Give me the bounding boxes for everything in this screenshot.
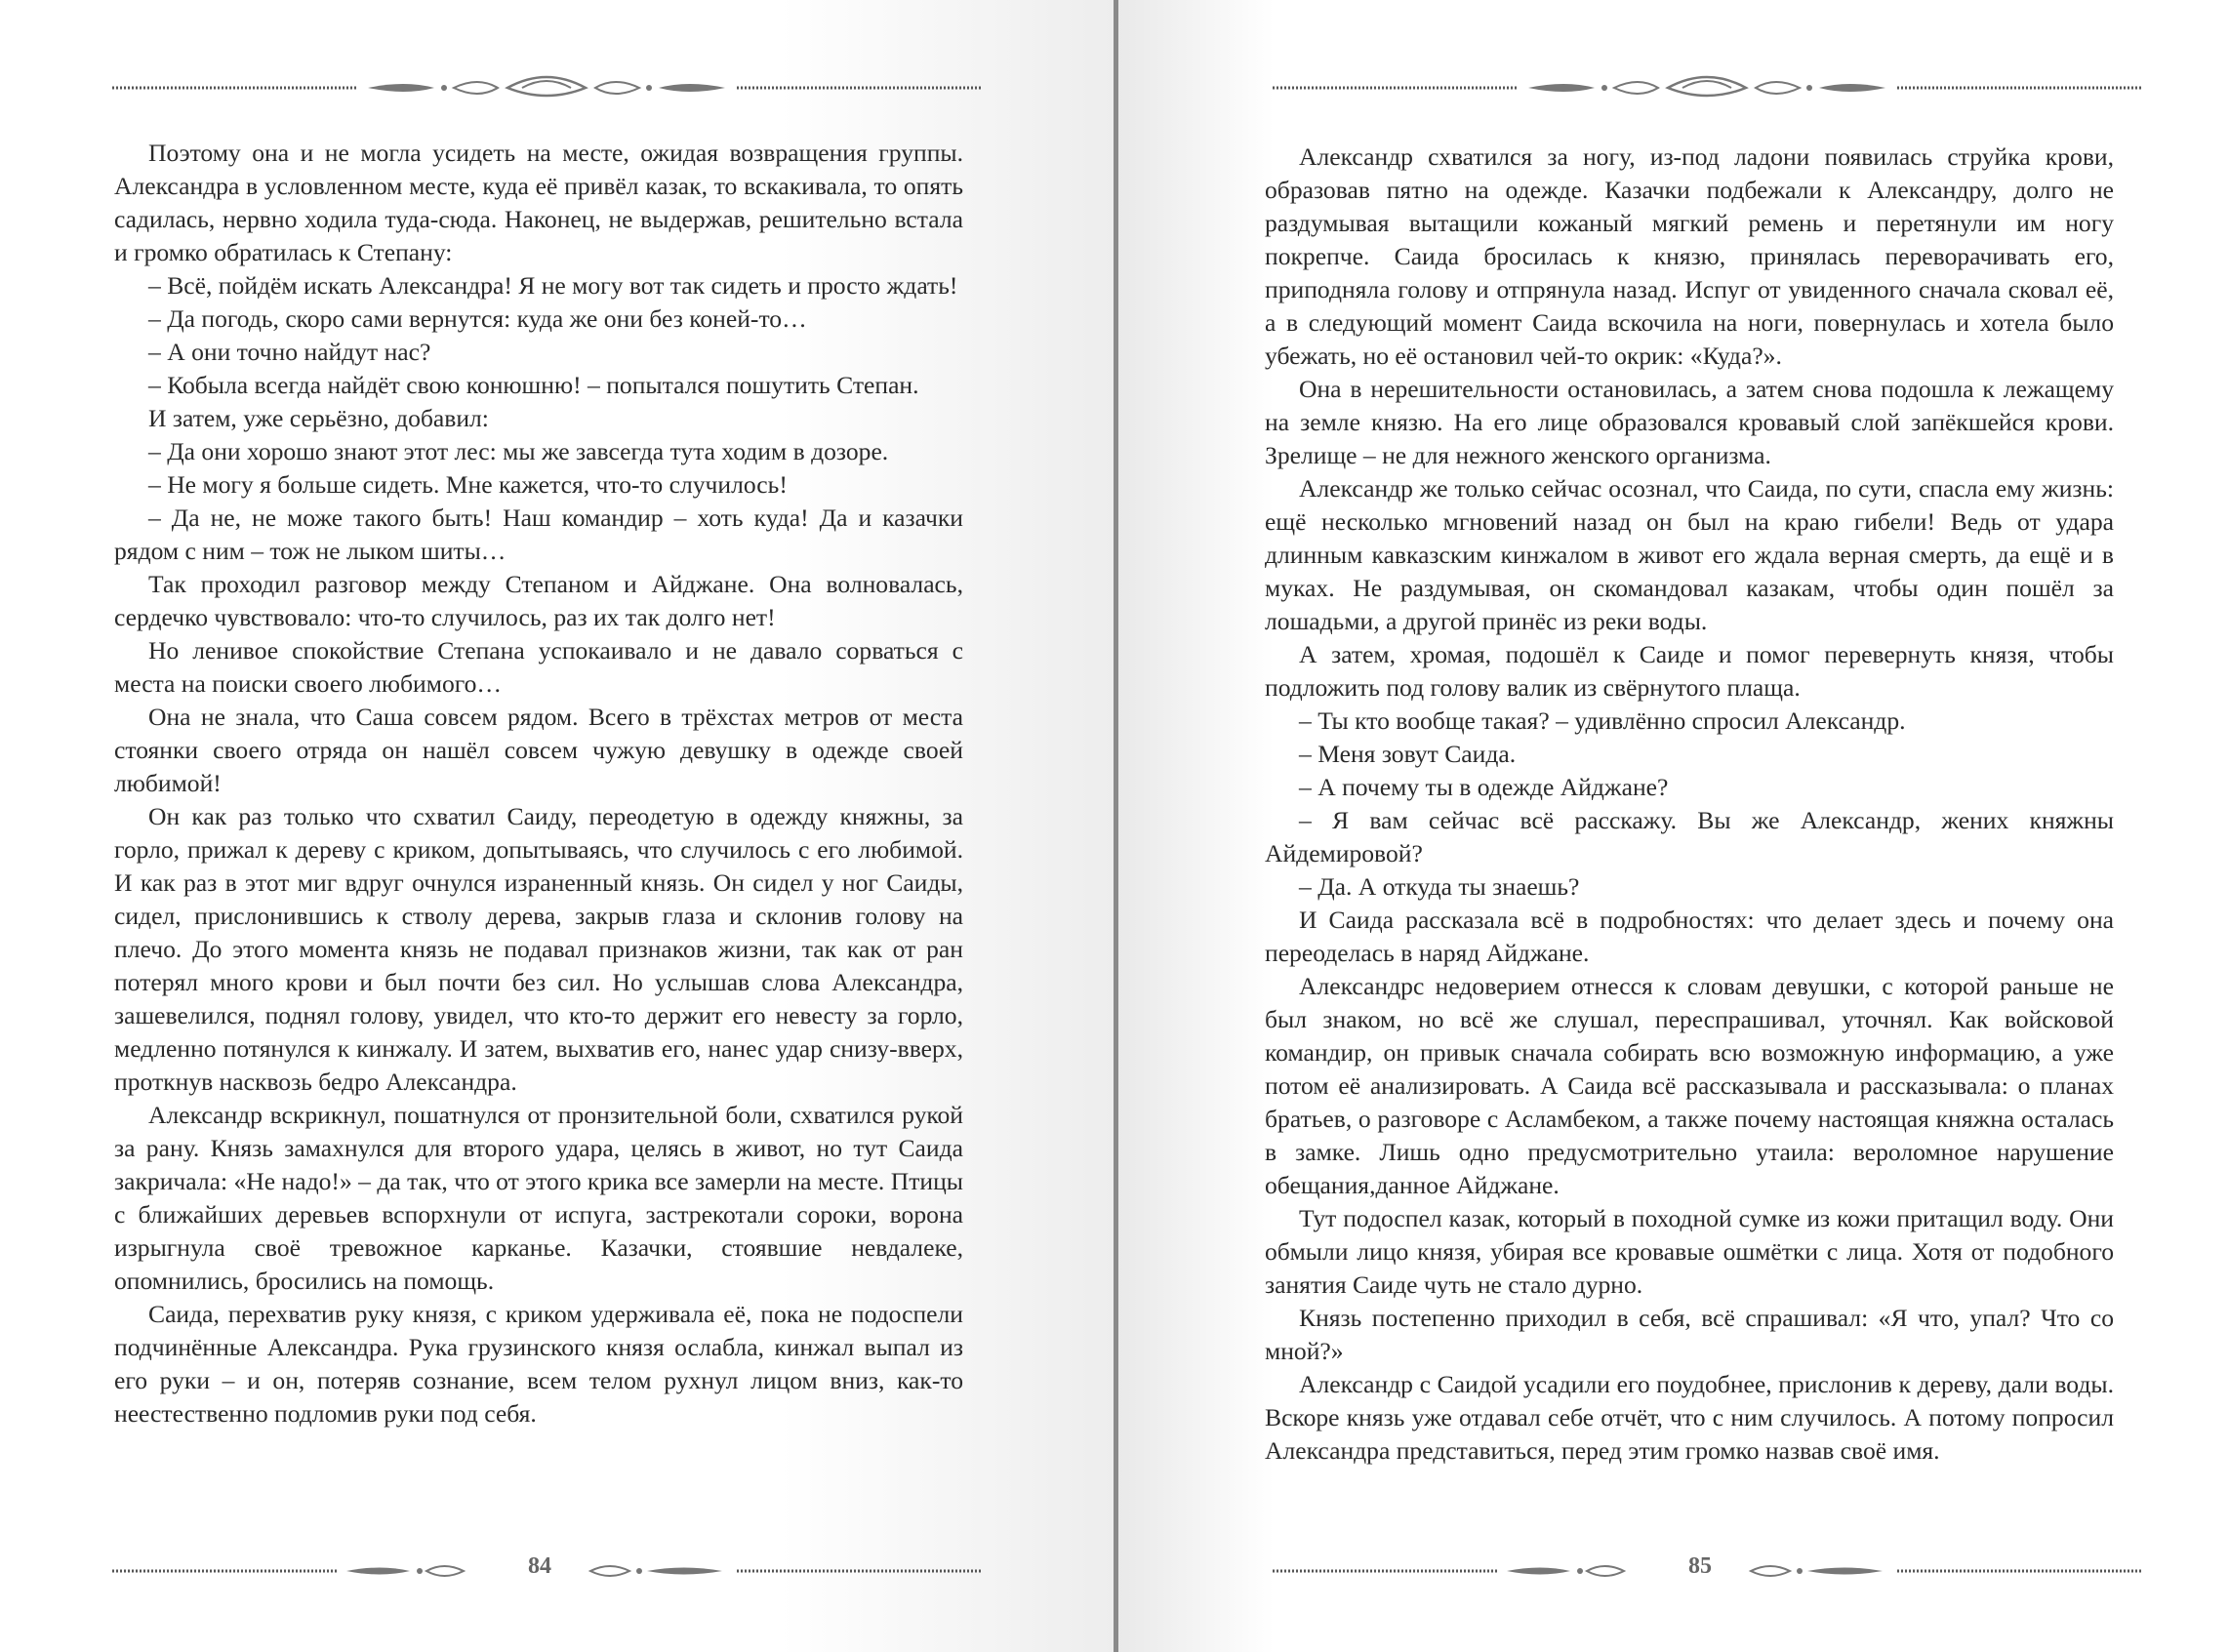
paragraph: Александр схватился за ногу, из-под ладони появилась струйка крови, образовав пятно на одежде. Казачки подбежали к Александру, долго не раздумывая вытащили кожаный мягкий ремень и перетянули им ногу покрепче. Саида бросилась к князю, принялась переворачивать его, приподняла голову и отпрянула назад. Испуг от увиденного сначала сковал её, а в следующий момент Саида вскочила на ноги, повернулась и хотела было убежать, но её остановил чей-то окрик: «Куда?». <box>1265 142 2114 370</box>
paragraph: Так проходил разговор между Степаном и Айджане. Она волновалась, сердечко чувствовало: что-то случилось, раз их так долго нет! <box>114 570 963 631</box>
right-page <box>1118 0 2229 1652</box>
paragraph: Поэтому она и не могла усидеть на месте, ожидая возвращения группы. Александра в условленном месте, куда её привёл казак, то вскакивала, то опять садилась, нервно ходила туда-сюда. Наконец, не выдержав, решительно встала и громко обратилась к Степану: <box>114 139 963 266</box>
paragraph: – Ты кто вообще такая? – удивлённо спросил Александр. <box>1299 706 1906 735</box>
paragraph: – Я вам сейчас всё расскажу. Вы же Александр, жених княжны Айдемировой? <box>1265 806 2114 867</box>
paragraph: Она не знала, что Саша совсем рядом. Всего в трёхстах метров от места стоянки своего отряда он нашёл совсем чужую девушку в одежде своей любимой! <box>114 703 963 797</box>
paragraph: – Меня зовут Саида. <box>1299 740 1517 768</box>
paragraph: – А они точно найдут нас? <box>148 338 431 366</box>
left-page-text <box>114 137 963 1430</box>
paragraph: Она в нерешительности остановилась, а затем снова подошла к лежащему на земле князю. На его лице образовался кровавый слой запёкшейся крови. Зрелище – не для нежного женского организма. <box>1265 375 2114 469</box>
paragraph: – Всё, пойдём искать Александра! Я не могу вот так сидеть и просто ждать! <box>148 271 958 300</box>
paragraph: А затем, хромая, подошёл к Саиде и помог перевернуть князя, чтобы подложить под голову валик из свёрнутого плаща. <box>1265 640 2114 702</box>
paragraph: Александр с Саидой усадили его поудобнее, прислонив к дереву, дали воды. Вскоре князь уже отдавал себе отчёт, что с ним случилось. А потому попросил Александра представиться, перед этим громко назвав своё имя. <box>1265 1370 2114 1465</box>
page-number: 85 <box>1688 1553 1712 1579</box>
paragraph: – Да не, не може такого быть! Наш командир – хоть куда! Да и казачки рядом с ним – тож не лыком шиты… <box>114 504 963 565</box>
paragraph: – Да. А откуда ты знаешь? <box>1299 872 1580 901</box>
left-page <box>0 0 1114 1652</box>
paragraph: – Кобыла всегда найдёт свою конюшню! – попытался пошутить Степан. <box>148 371 919 399</box>
paragraph: Князь постепенно приходил в себя, всё спрашивал: «Я что, упал? Что со мной?» <box>1265 1304 2114 1365</box>
header-ornament-right <box>1273 68 2141 107</box>
paragraph: Саида, перехватив руку князя, с криком удерживала её, пока не подоспели подчинённые Александра. Рука грузинского князя ослабла, кинжал выпал из его руки – и он, потеряв сознание, всем телом рухнул лицом вниз, как-то неестественно подломив руки под себя. <box>114 1300 963 1428</box>
paragraph: Александр же только сейчас осознал, что Саида, по сути, спасла ему жизнь: ещё несколько мгновений назад он был на краю гибели! Ведь от удара длинным кавказским кинжалом в живот его ждала верная смерть, да ещё и в муках. Не раздумывая, он скомандовал казакам, чтобы один пошёл за лошадьми, а другой принёс из реки воды. <box>1265 474 2114 635</box>
paragraph: И затем, уже серьёзно, добавил: <box>148 404 489 432</box>
paragraph: – А почему ты в одежде Айджане? <box>1299 773 1669 801</box>
paragraph: – Да погодь, скоро сами вернутся: куда же они без коней-то… <box>148 304 807 333</box>
page-number: 84 <box>528 1553 551 1579</box>
paragraph: Александрс недоверием отнесся к словам девушки, с которой раньше не был знаком, но всё же слушал, переспрашивал, уточнял. Как войсковой командир, он привык сначала собирать всю возможную информацию, а уже потом её анализировать. А Саида всё рассказывала и рассказывала: о планах братьев, о разговоре с Асламбеком, а также почему настоящая княжна осталась в замке. Лишь одно предусмотрительно утаила: вероломное нарушение обещания,данное Айджане. <box>1265 972 2114 1199</box>
paragraph: Тут подоспел казак, который в походной сумке из кожи притащил воду. Они обмыли лицо князя, убирая все кровавые ошмётки с лица. Хотя от подобного занятия Саиде чуть не стало дурно. <box>1265 1204 2114 1299</box>
paragraph: – Не могу я больше сидеть. Мне кажется, что-то случилось! <box>148 470 788 499</box>
header-ornament-left <box>112 68 981 107</box>
paragraph: Он как раз только что схватил Саиду, переодетую в одежду княжны, за горло, прижал к дереву с криком, допытываясь, что случилось с его любимой. И как раз в этот миг вдруг очнулся израненный князь. Он сидел у ног Саиды, сидел, прислонившись к стволу дерева, закрыв глаза и склонив голову на плечо. До этого момента князь не подавал признаков жизни, так как от ран потерял много крови и был почти без сил. Но услышав слова Александра, зашевелился, поднял голову, увидел, что кто-то держит его невесту за горло, медленно потянулся к кинжалу. И затем, выхватив его, нанес удар снизу-вверх, проткнув насквозь бедро Александра. <box>114 802 963 1096</box>
paragraph: И Саида рассказала всё в подробностях: что делает здесь и почему она переоделась в наряд Айджане. <box>1265 906 2114 967</box>
paragraph: Но ленивое спокойствие Степана успокаивало и не давало сорваться с места на поиски своего любимого… <box>114 636 963 698</box>
paragraph: – Да они хорошо знают этот лес: мы же завсегда тута ходим в дозоре. <box>148 437 889 465</box>
paragraph: Александр вскрикнул, пошатнулся от пронзительной боли, схватился рукой за рану. Князь замахнулся для второго удара, целясь в живот, но тут Саида закричала: «Не надо!» – да так, что от этого крика все замерли на месте. Птицы с ближайших деревьев вспорхнули от испуга, застрекотали сороки, ворона изрыгнула своё тревожное карканье. Казачки, стоявшие невдалеке, опомнились, бросились на помощь. <box>114 1101 963 1295</box>
right-page-text <box>1265 141 2114 1468</box>
